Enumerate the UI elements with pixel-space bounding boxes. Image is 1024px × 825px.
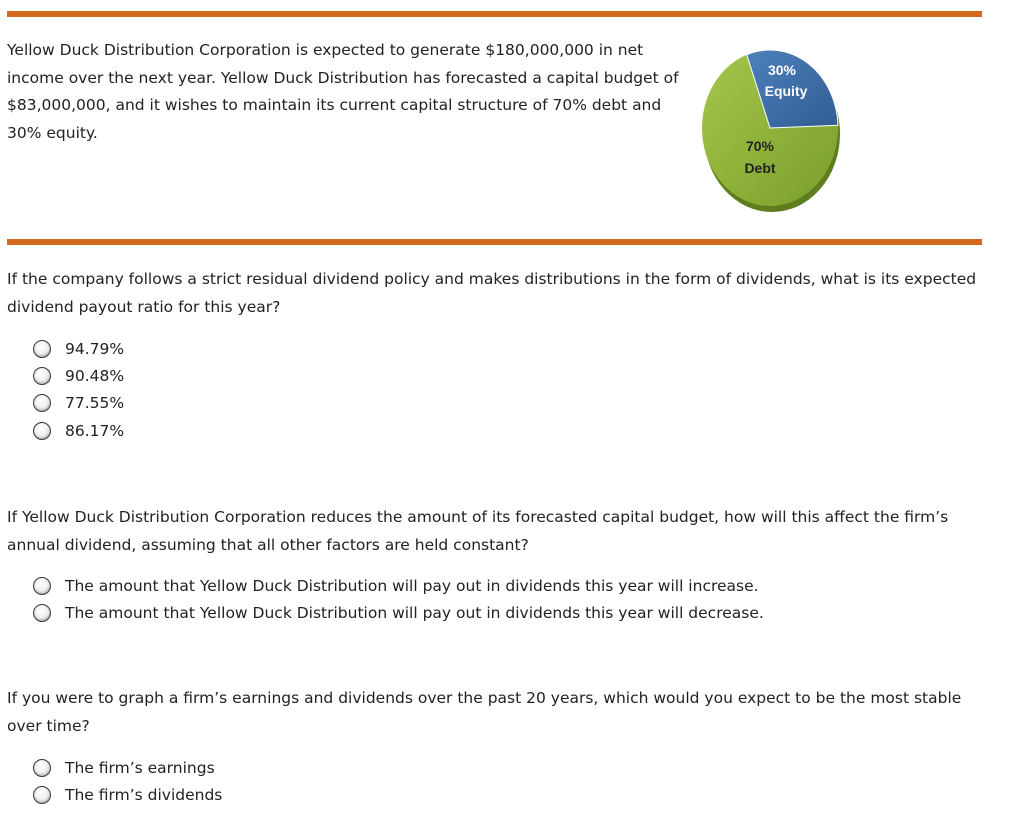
option-label: 90.48% bbox=[65, 366, 125, 385]
question-1-option-1[interactable] bbox=[33, 335, 124, 362]
question-2-options bbox=[33, 572, 764, 627]
option-label: The firm’s earnings bbox=[65, 758, 215, 777]
question-2-option-1[interactable] bbox=[33, 572, 764, 599]
question-1-text: If the company follows a strict residual dividend policy and makes distributions in the form of dividends, what is its expected dividend payout ratio for this year? bbox=[7, 270, 977, 316]
radio-button-icon[interactable] bbox=[33, 759, 51, 777]
radio-button-icon[interactable] bbox=[33, 604, 51, 622]
question-3-option-1[interactable] bbox=[33, 754, 222, 781]
intro-paragraph: Yellow Duck Distribution Corporation is expected to generate $180,000,000 in net income over the next year. Yellow Duck Distribution has forecasted a capital budget of $83,000,000, and it wishes to maintain its current capital structure of 70% debt and 30% equity. bbox=[7, 41, 679, 142]
radio-button-icon[interactable] bbox=[33, 422, 51, 440]
radio-button-icon[interactable] bbox=[33, 394, 51, 412]
question-2-option-2[interactable] bbox=[33, 599, 764, 626]
radio-button-icon[interactable] bbox=[33, 367, 51, 385]
question-1-options bbox=[33, 335, 124, 444]
middle-divider bbox=[7, 239, 982, 245]
pie-label-equity-percent: 30% bbox=[767, 62, 797, 78]
option-label: The firm’s dividends bbox=[65, 785, 223, 804]
question-3-options bbox=[33, 754, 222, 809]
question-3-option-2[interactable] bbox=[33, 781, 222, 808]
pie-label-debt-percent: 70% bbox=[745, 138, 775, 154]
option-label: The amount that Yellow Duck Distribution will pay out in dividends this year will increase. bbox=[65, 576, 759, 595]
radio-button-icon[interactable] bbox=[33, 577, 51, 595]
question-1-option-4[interactable] bbox=[33, 417, 124, 444]
question-2-text: If Yellow Duck Distribution Corporation reduces the amount of its forecasted capital budget, how will this affect the firm’s annual dividend, assuming that all other factors are held constant? bbox=[7, 508, 949, 554]
radio-button-icon[interactable] bbox=[33, 340, 51, 358]
top-divider bbox=[7, 11, 982, 17]
option-label: 77.55% bbox=[65, 394, 125, 413]
question-3-text: If you were to graph a firm’s earnings and dividends over the past 20 years, which would you expect to be the most stable over time? bbox=[7, 689, 962, 735]
option-label: The amount that Yellow Duck Distribution will pay out in dividends this year will decrease. bbox=[65, 603, 764, 622]
question-1-option-3[interactable] bbox=[33, 390, 124, 417]
option-label: 86.17% bbox=[65, 421, 125, 440]
capital-structure-pie-chart bbox=[700, 36, 845, 216]
radio-button-icon[interactable] bbox=[33, 786, 51, 804]
pie-label-debt-name: Debt bbox=[744, 160, 776, 176]
pie-label-equity-name: Equity bbox=[764, 83, 808, 99]
option-label: 94.79% bbox=[65, 339, 125, 358]
question-1-option-2[interactable] bbox=[33, 362, 124, 389]
